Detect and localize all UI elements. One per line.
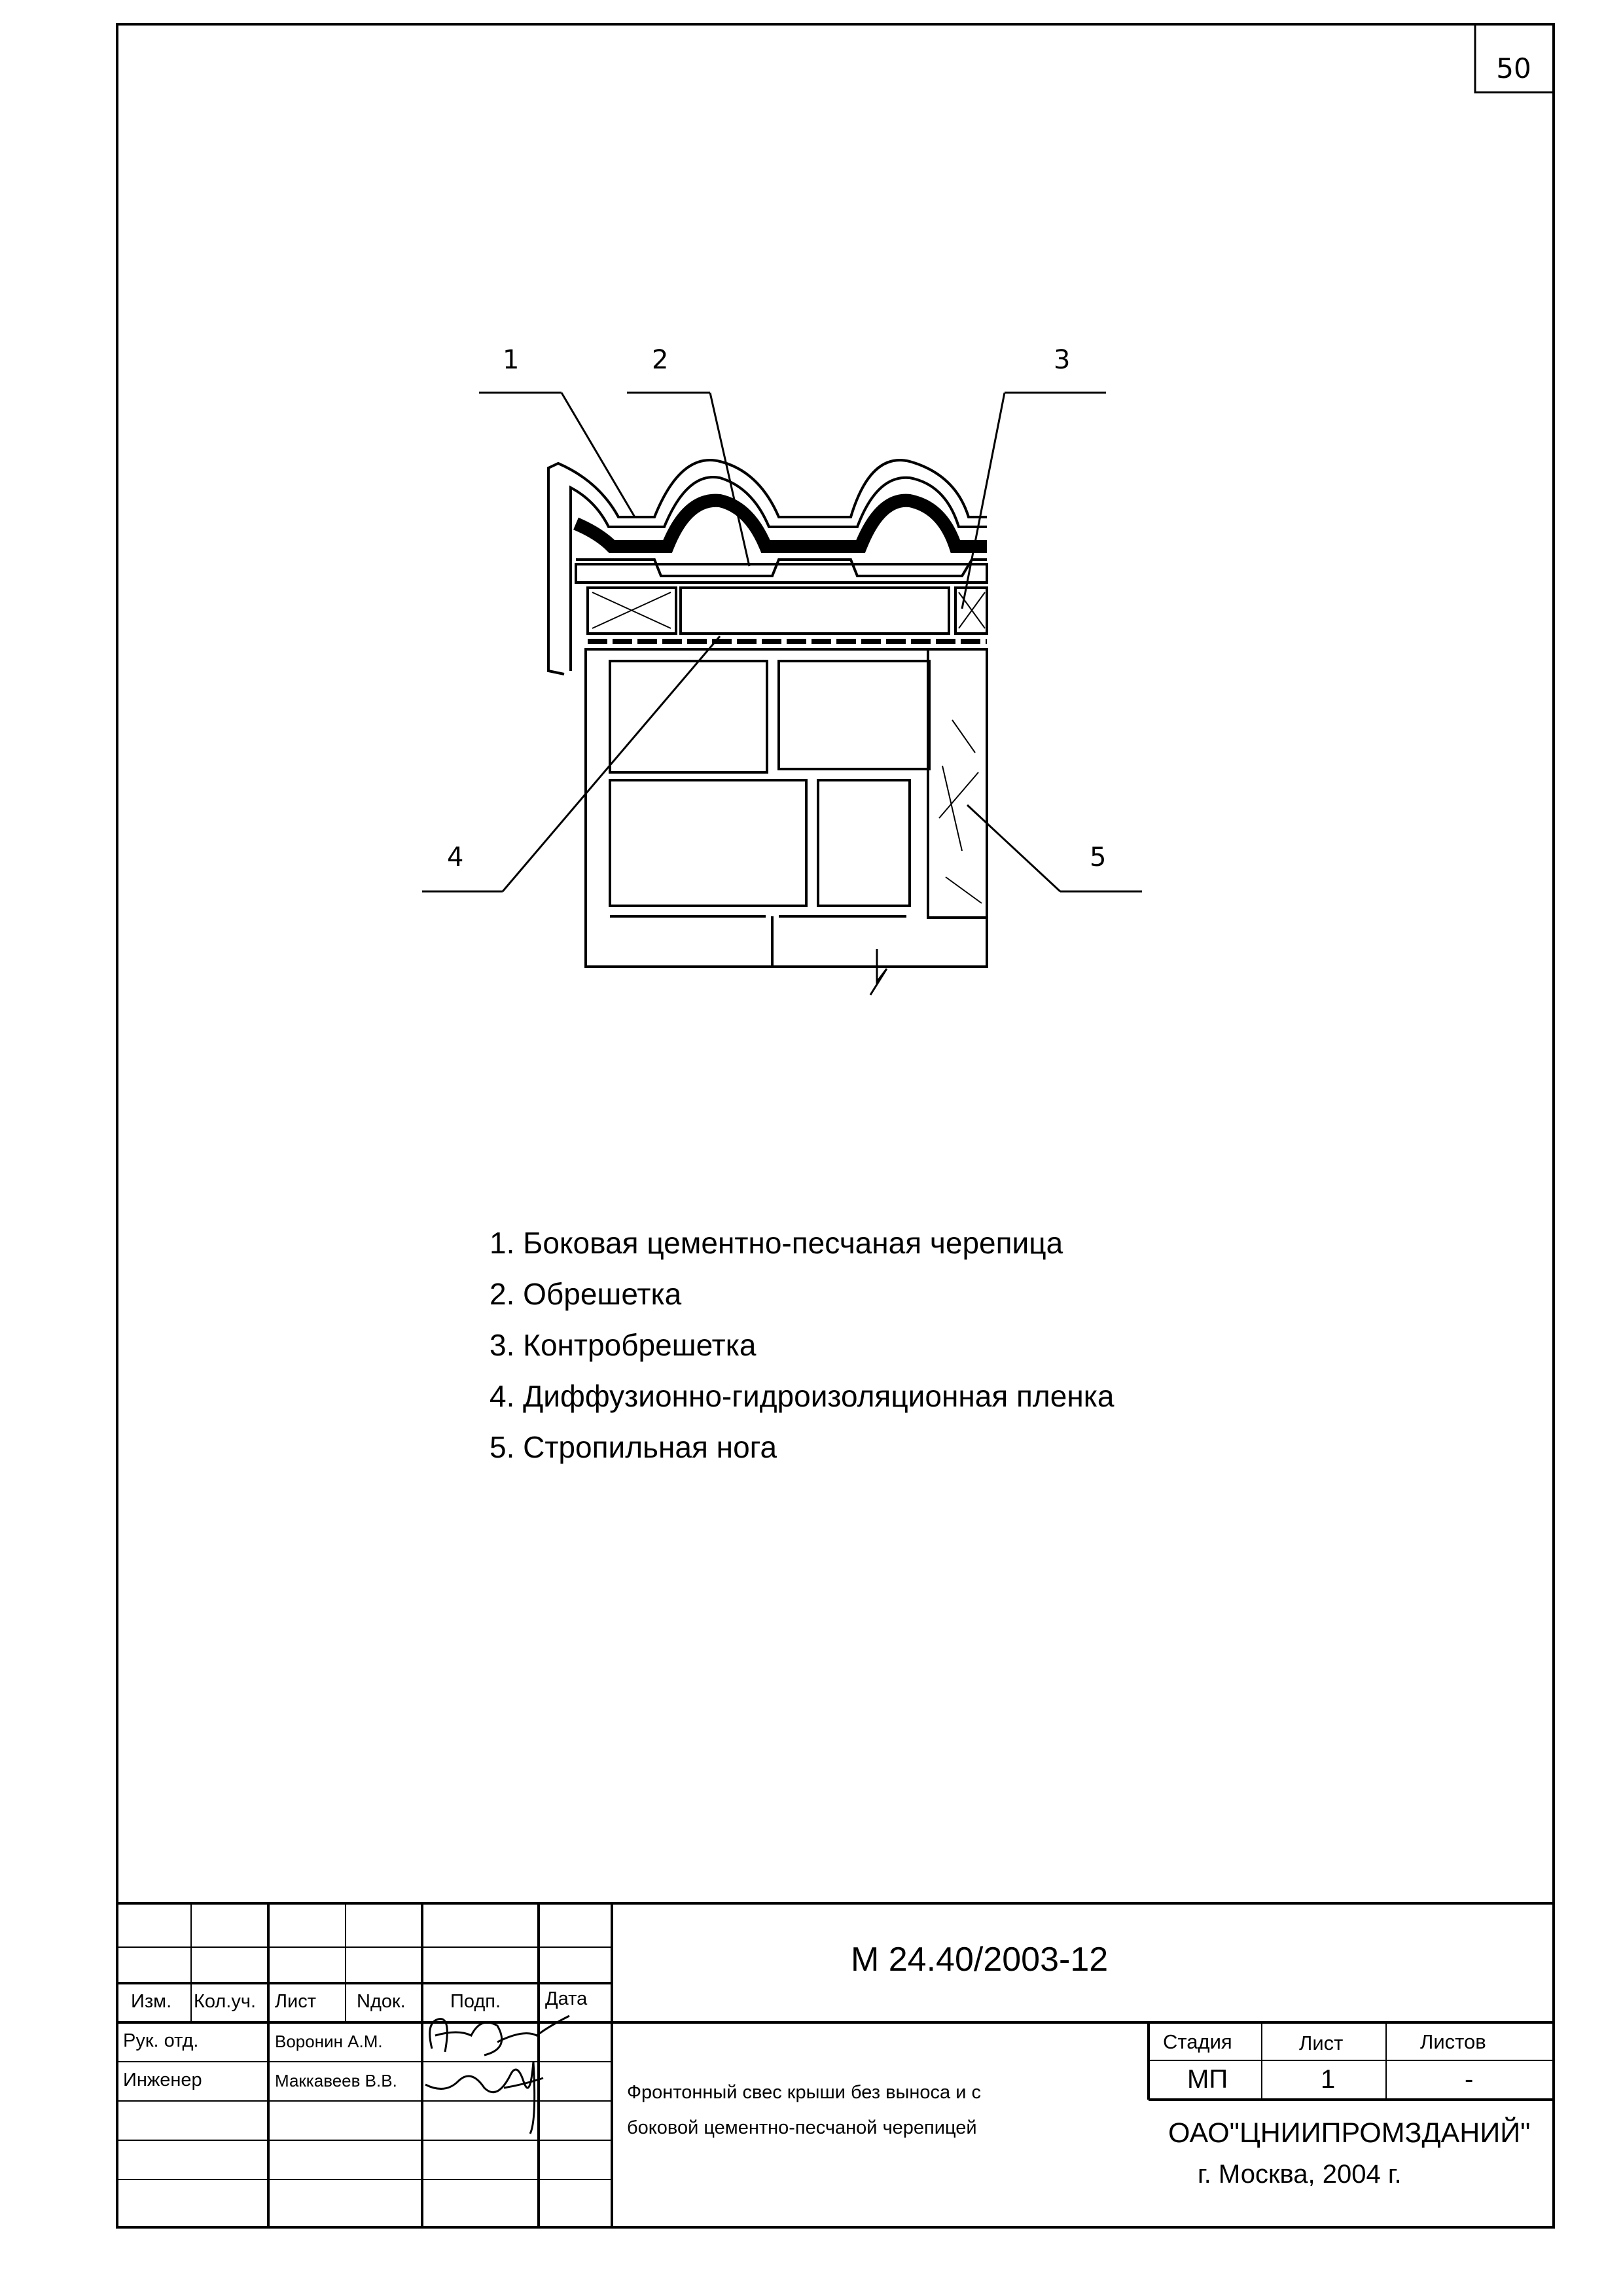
callout-4: 4 <box>447 842 464 872</box>
legend-item-1: 1. Боковая цементно-песчаная черепица <box>490 1226 1063 1260</box>
legend-item-5: 5. Стропильная нога <box>490 1430 777 1464</box>
header-list: Лист <box>275 1991 317 2012</box>
break-line <box>870 949 887 995</box>
sheets-header: Листов <box>1420 2030 1486 2053</box>
drawing-title-line-1: Фронтонный свес крыши без выноса и с <box>627 2082 981 2103</box>
legend <box>490 1217 1114 1473</box>
callout-5: 5 <box>1090 842 1107 872</box>
stage-value: МП <box>1187 2065 1228 2094</box>
drawing-title-line-2: боковой цементно-песчаной черепицей <box>627 2117 977 2138</box>
row-name-2: Маккавеев В.В. <box>275 2071 397 2090</box>
tile-black-band <box>576 501 987 547</box>
row-role-1: Рук. отд. <box>123 2030 199 2051</box>
page-number: 50 <box>1496 52 1531 84</box>
callout-3: 3 <box>1054 345 1071 375</box>
callout-1: 1 <box>503 345 520 375</box>
sheet-frame <box>117 24 1554 2227</box>
header-kol-uch: Кол.уч. <box>194 1991 257 2012</box>
sheets-value: - <box>1465 2065 1474 2094</box>
organization: ОАО"ЦНИИПРОМЗДАНИЙ" <box>1168 2117 1531 2149</box>
sheet-header: Лист <box>1299 2032 1344 2054</box>
counter-batten-middle <box>681 588 949 634</box>
rafter <box>928 649 987 918</box>
legend-item-3: 3. Контробрешетка <box>490 1328 757 1362</box>
sheet-value: 1 <box>1321 2065 1336 2094</box>
header-podp: Подп. <box>450 1991 501 2012</box>
legend-item-4: 4. Диффузионно-гидроизоляционная пленка <box>490 1379 1115 1413</box>
header-data: Дата <box>545 1988 588 2009</box>
callout-2: 2 <box>652 345 669 375</box>
tile-bottom-edge <box>576 560 987 576</box>
legend-item-2: 2. Обрешетка <box>490 1277 682 1311</box>
row-name-1: Воронин А.М. <box>275 2032 383 2051</box>
header-ndok: Nдок. <box>357 1991 406 2012</box>
row-role-2: Инженер <box>123 2070 202 2090</box>
section-drawing <box>548 460 987 995</box>
stage-header: Стадия <box>1163 2030 1232 2053</box>
document-number: М 24.40/2003-12 <box>851 1941 1109 1979</box>
header-izm: Изм. <box>131 1991 172 2012</box>
leader-lines <box>422 393 1142 891</box>
batten-strip <box>576 564 987 583</box>
signature-makkaveev <box>425 2062 543 2134</box>
city-year: г. Москва, 2004 г. <box>1198 2160 1402 2189</box>
